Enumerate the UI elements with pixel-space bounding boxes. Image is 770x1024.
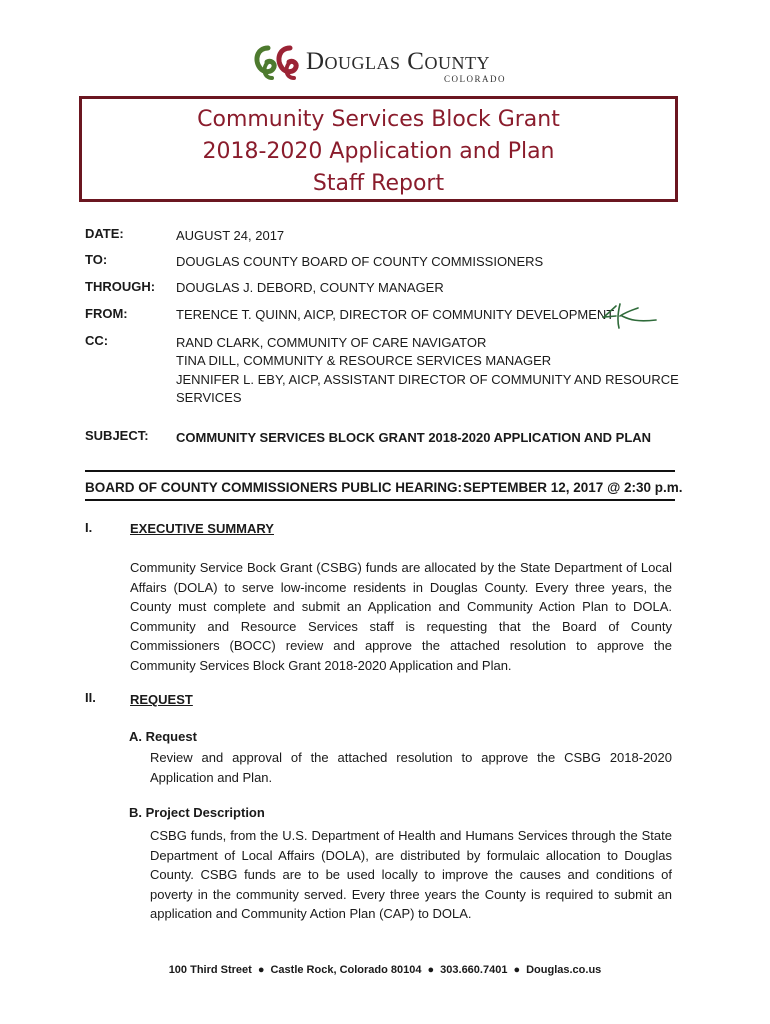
footer-address: 100 Third Street: [168, 964, 252, 976]
section-1-title: EXECUTIVE SUMMARY: [130, 521, 274, 536]
cc-value-2: TINA DILL, COMMUNITY & RESOURCE SERVICES MANAGER: [176, 353, 552, 368]
initials-signature: [602, 300, 658, 332]
through-value: DOUGLAS J. DEBORD, COUNTY MANAGER: [176, 280, 444, 295]
request-text: Review and approval of the attached resolution to approve the CSBG 2018-2020 Application and Plan.: [150, 750, 672, 785]
hearing-label: BOARD OF COUNTY COMMISSIONERS PUBLIC HEARING:: [85, 480, 463, 495]
executive-summary-text: Community Service Bock Grant (CSBG) funds are allocated by the State Department of Local Affairs (DOLA) to serve low-income residents in Douglas County. Every three years, the County must complete and submit an Application and Community Action Plan to DOLA. Community and Resource Services staff is requesting that the Board of County Commissioners (BOCC) review and approve the attached resolution to approve the Community Services Block Grant 2018-2020 Application and Plan.: [130, 560, 672, 673]
county-name: Douglas County: [306, 48, 490, 75]
section-1-number: I.: [85, 520, 93, 535]
report-title-line-1: Community Services Block Grant: [197, 107, 560, 132]
section-2-title: REQUEST: [130, 692, 193, 707]
from-value: TERENCE T. QUINN, AICP, DIRECTOR OF COMMUNITY DEVELOPMENT: [176, 307, 615, 322]
cc-value-3: JENNIFER L. EBY, AICP, ASSISTANT DIRECTOR OF COMMUNITY AND RESOURCE: [176, 372, 679, 387]
request-subheading: A. Request: [129, 729, 197, 744]
to-label: TO:: [85, 252, 108, 267]
to-value: DOUGLAS COUNTY BOARD OF COUNTY COMMISSIONERS: [176, 254, 544, 269]
date-label: DATE:: [85, 226, 124, 241]
footer-city: Castle Rock, Colorado 80104: [270, 964, 422, 976]
through-label: THROUGH:: [85, 279, 156, 294]
report-title-box: [79, 96, 678, 202]
hearing-bottom-rule: [85, 499, 675, 501]
report-title-line-3: Staff Report: [312, 171, 445, 196]
county-state: COLORADO: [444, 74, 507, 84]
bullet-icon: ●: [513, 964, 521, 976]
page-footer: [0, 964, 770, 976]
subject-value: COMMUNITY SERVICES BLOCK GRANT 2018-2020 APPLICATION AND PLAN: [176, 430, 652, 445]
bullet-icon: ●: [257, 964, 265, 976]
cc-label: CC:: [85, 333, 109, 348]
cc-value-4: SERVICES: [176, 390, 242, 405]
date-value: AUGUST 24, 2017: [176, 228, 285, 243]
county-logo: [252, 42, 522, 86]
project-description-text: CSBG funds, from the U.S. Department of Health and Humans Services through the State Department of Local Affairs (DOLA), are distributed by formulaic allocation to Douglas County. CSBG funds are to be used locally to improve the causes and conditions of poverty in the community served. Every three years the County is required to submit an application and Community Action Plan (CAP) to DOLA.: [150, 828, 672, 921]
bullet-icon: ●: [427, 964, 435, 976]
county-logo-icon: [252, 42, 304, 82]
project-description-subheading: B. Project Description: [129, 805, 265, 820]
report-title-line-2: 2018-2020 Application and Plan: [202, 139, 555, 164]
footer-web: Douglas.co.us: [526, 964, 602, 976]
subject-label: SUBJECT:: [85, 428, 149, 443]
cc-value-1: RAND CLARK, COMMUNITY OF CARE NAVIGATOR: [176, 335, 487, 350]
section-2-number: II.: [85, 690, 96, 705]
hearing-date: SEPTEMBER 12, 2017 @ 2:30 p.m.: [463, 480, 683, 495]
footer-phone: 303.660.7401: [440, 964, 508, 976]
from-label: FROM:: [85, 306, 128, 321]
hearing-top-rule: [85, 470, 675, 472]
